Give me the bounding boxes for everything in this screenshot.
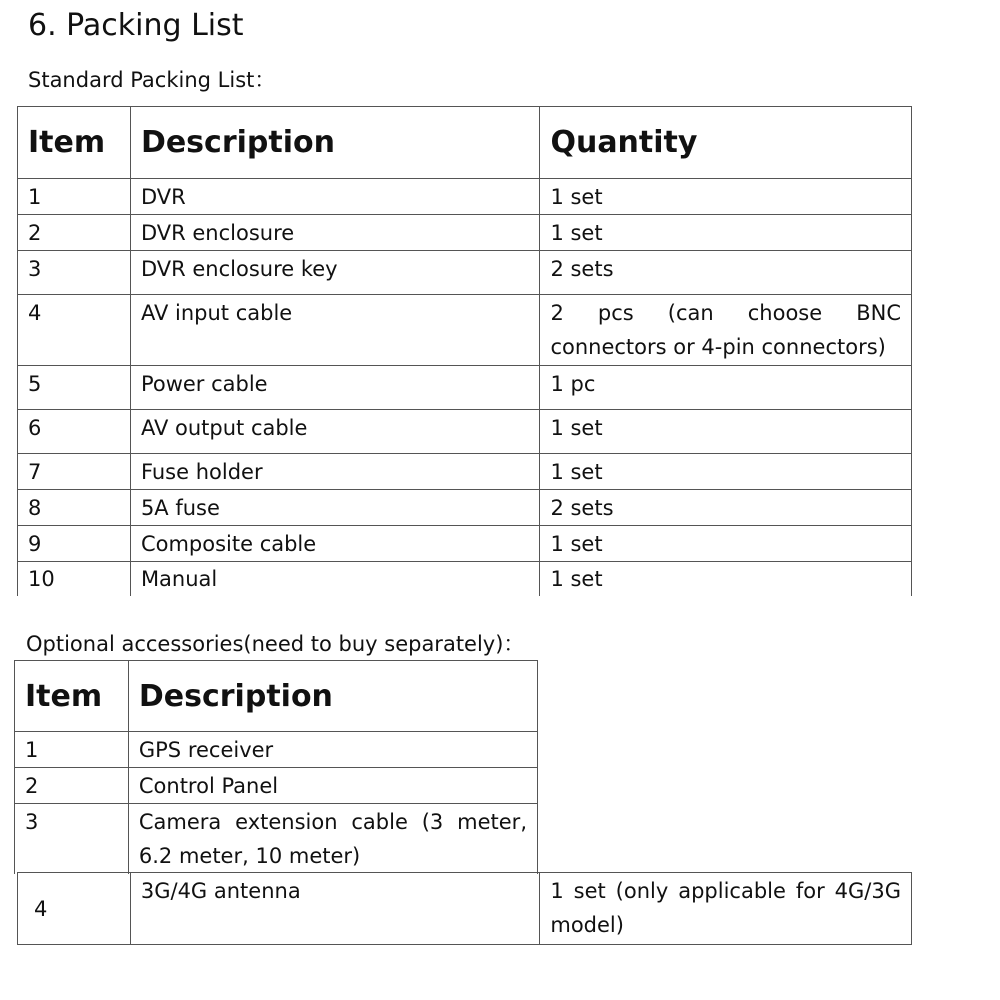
table-row	[18, 526, 912, 562]
item-description: GPS receiver	[128, 732, 537, 768]
table-row	[18, 295, 912, 366]
item-quantity: 2 sets	[540, 251, 912, 295]
table-row	[15, 804, 538, 874]
item-description: Manual	[130, 562, 540, 597]
table-row	[18, 873, 912, 945]
item-quantity	[540, 295, 912, 366]
item-number: 1	[18, 179, 131, 215]
quantity-line: connectors or 4-pin connectors)	[550, 335, 886, 359]
table-row	[18, 179, 912, 215]
table-row	[18, 562, 912, 597]
item-description: Power cable	[130, 366, 540, 410]
item-number: 3	[18, 251, 131, 295]
item-quantity: 1 set	[540, 526, 912, 562]
optional-accessories-extra-table	[17, 872, 912, 945]
table-row	[18, 410, 912, 454]
item-quantity: 1 set	[540, 562, 912, 597]
item-description: DVR enclosure key	[130, 251, 540, 295]
item-number: 8	[18, 490, 131, 526]
item-description: 3G/4G antenna	[130, 873, 540, 945]
table-header-row	[18, 107, 912, 179]
item-number: 2	[15, 768, 129, 804]
item-number: 10	[18, 562, 131, 597]
item-number: 9	[18, 526, 131, 562]
item-description: Fuse holder	[130, 454, 540, 490]
item-number: 3	[15, 804, 129, 874]
item-number: 5	[18, 366, 131, 410]
item-quantity: 1 set	[540, 410, 912, 454]
item-number: 4	[18, 295, 131, 366]
item-quantity: 1 set	[540, 215, 912, 251]
item-quantity: 2 sets	[540, 490, 912, 526]
item-quantity: 1 set	[540, 179, 912, 215]
item-quantity: 1 set	[540, 454, 912, 490]
table-row	[18, 490, 912, 526]
item-number: 7	[18, 454, 131, 490]
item-number: 1	[15, 732, 129, 768]
item-description: 5A fuse	[130, 490, 540, 526]
table-header-row	[15, 661, 538, 732]
table-row	[18, 251, 912, 295]
table-row	[15, 768, 538, 804]
table-row	[18, 215, 912, 251]
header-description: Description	[130, 107, 540, 179]
item-number: 4	[18, 873, 131, 945]
header-item: Item	[18, 107, 131, 179]
item-description: Camera extension cable (3 meter, 6.2 meter, 10 meter)	[128, 804, 537, 874]
item-number: 6	[18, 410, 131, 454]
item-description: Composite cable	[130, 526, 540, 562]
optional-accessories-label: Optional accessories(need to buy separately)：	[26, 632, 525, 656]
table-row	[18, 454, 912, 490]
item-quantity: 1 set (only applicable for 4G/3G model)	[540, 873, 912, 945]
table-row	[15, 732, 538, 768]
quantity-line: 2 pcs (can choose BNC	[550, 301, 901, 325]
item-quantity: 1 pc	[540, 366, 912, 410]
item-description: AV input cable	[130, 295, 540, 366]
table-row	[18, 366, 912, 410]
standard-packing-table	[17, 106, 912, 596]
header-description: Description	[128, 661, 537, 732]
item-description: DVR	[130, 179, 540, 215]
item-description: Control Panel	[128, 768, 537, 804]
header-item: Item	[15, 661, 129, 732]
standard-list-label: Standard Packing List：	[28, 68, 276, 92]
item-description: DVR enclosure	[130, 215, 540, 251]
page-title: 6. Packing List	[28, 8, 244, 43]
header-quantity: Quantity	[540, 107, 912, 179]
item-number: 2	[18, 215, 131, 251]
item-description: AV output cable	[130, 410, 540, 454]
optional-accessories-table	[14, 660, 538, 874]
